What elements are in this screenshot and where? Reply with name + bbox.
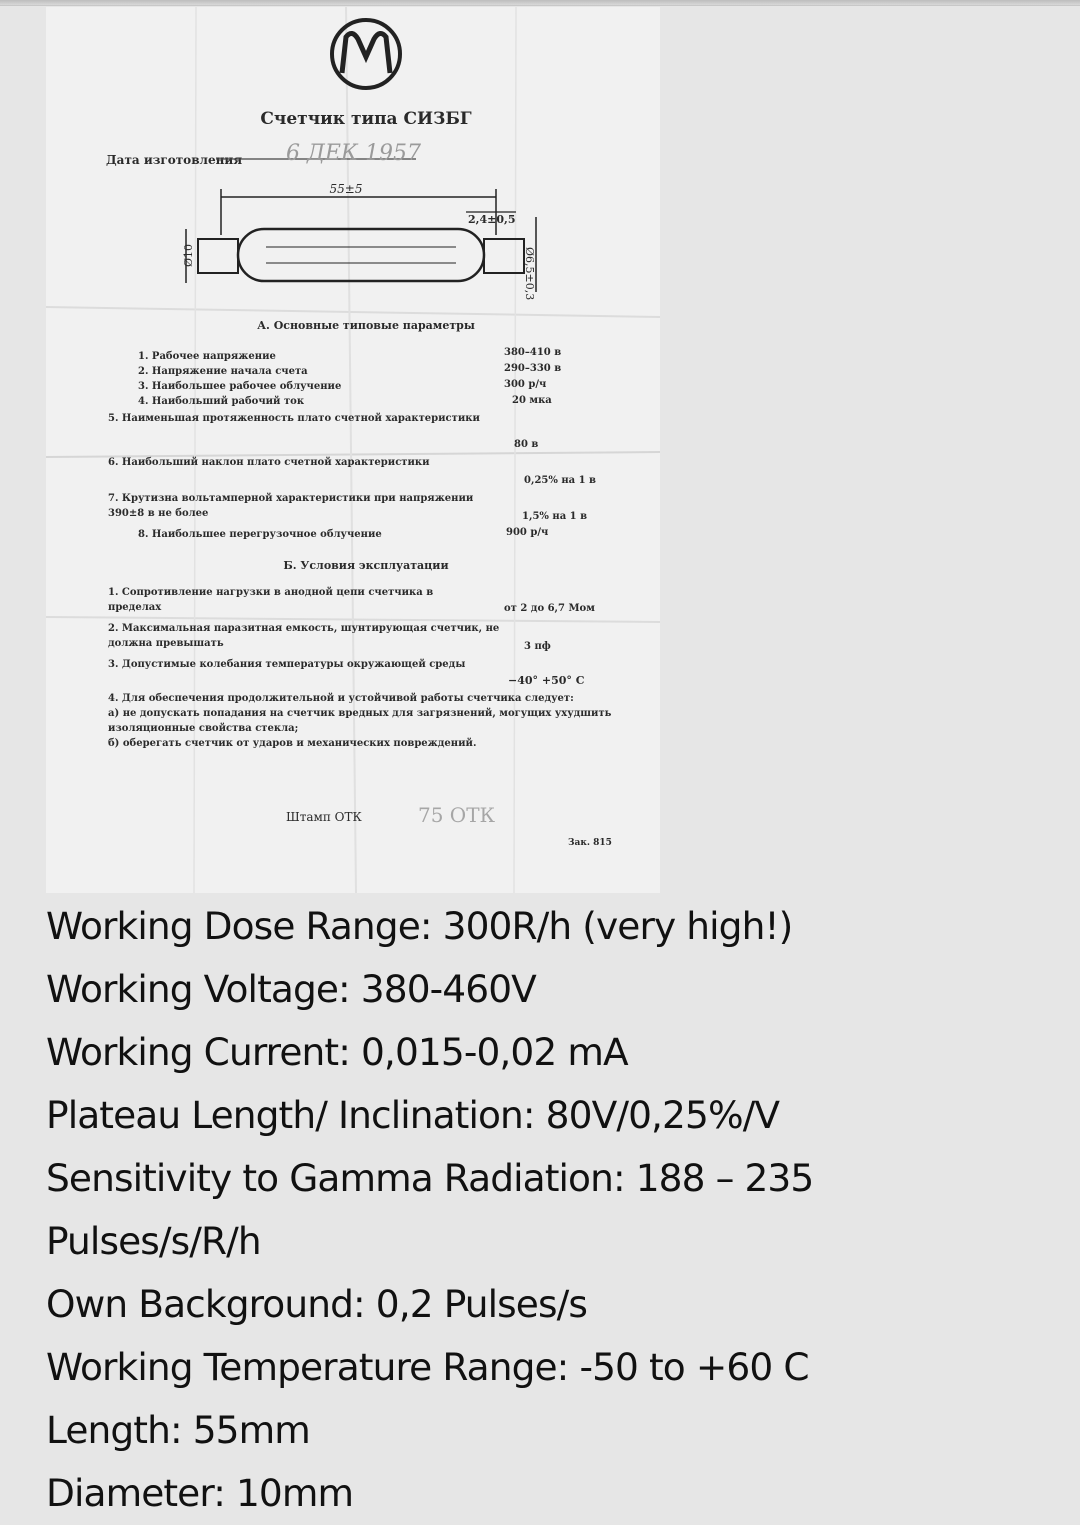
top-divider — [0, 0, 1080, 6]
param-label: 2. Напряжение начала счета — [138, 366, 308, 377]
datasheet-image — [46, 7, 660, 893]
param-label: 1. Рабочее напряжение — [138, 351, 276, 362]
condition-label: 1. Сопротивление нагрузки в анодной цепи счетчика в пределах — [108, 587, 434, 613]
param-value: 900 р/ч — [506, 527, 549, 538]
param-label: 4. Наибольший рабочий ток — [138, 396, 305, 407]
doc-date-value: 6 ДЕК 1957 — [286, 141, 421, 166]
spec-list — [46, 895, 1046, 1525]
section-b-heading: Б. Условия эксплуатации — [283, 559, 449, 572]
stamp-value: 75 ОТК — [418, 803, 496, 827]
footer-code: Зак. 815 — [568, 838, 612, 848]
condition-value: от 2 до 6,7 Мом — [504, 603, 595, 614]
param-value: 290–330 в — [504, 363, 562, 374]
spec-item-length: Length: 55mm — [46, 1408, 310, 1452]
dim-side: Ø6,5±0,3 — [523, 247, 536, 301]
condition-value: 3 пф — [524, 641, 551, 652]
spec-item-temperature: Working Temperature Range: -50 to +60 C — [46, 1345, 809, 1389]
spec-item-background: Own Background: 0,2 Pulses/s — [46, 1282, 587, 1326]
param-label: 8. Наибольшее перегрузочное облучение — [138, 529, 382, 540]
spec-item-dose-range: Working Dose Range: 300R/h (very high!) — [46, 904, 793, 948]
doc-date-label: Дата изготовления — [106, 153, 243, 167]
note-b: б) оберегать счетчик от ударов и механических повреждений. — [108, 738, 477, 749]
param-value: 380–410 в — [504, 347, 562, 358]
spec-item-diameter: Diameter: 10mm — [46, 1471, 354, 1515]
param-value: 80 в — [514, 439, 539, 450]
condition-label: 3. Допустимые колебания температуры окружающей среды — [108, 659, 466, 670]
stamp-label: Штамп ОТК — [286, 810, 362, 824]
param-value: 300 р/ч — [504, 379, 547, 390]
dim-right: 2,4±0,5 — [468, 213, 516, 226]
doc-title: Счетчик типа СИЗБГ — [260, 109, 472, 129]
note-a: а) не допускать попадания на счетчик вредных для загрязнений, могущих ухудшить изоляционные свойства стекла; — [108, 708, 612, 734]
param-value: 20 мка — [512, 395, 552, 406]
note-4: 4. Для обеспечения продолжительной и устойчивой работы счетчика следует: — [108, 693, 574, 704]
section-a-heading: А. Основные типовые параметры — [257, 319, 475, 332]
spec-item-plateau: Plateau Length/ Inclination: 80V/0,25%/V — [46, 1093, 780, 1137]
condition-value: −40° +50° С — [508, 674, 585, 687]
condition-label: 2. Максимальная паразитная емкость, шунтирующая счетчик, не должна превышать — [108, 623, 500, 649]
dim-length: 55±5 — [329, 182, 363, 196]
param-label: 7. Крутизна вольтамперной характеристики при напряжении 390±8 в не более — [108, 493, 474, 519]
dim-left: Ø10 — [182, 243, 195, 267]
datasheet-scan — [46, 7, 660, 893]
param-value: 0,25% на 1 в — [524, 475, 597, 486]
spec-item-voltage: Working Voltage: 380-460V — [46, 967, 536, 1011]
param-label: 6. Наибольший наклон плато счетной характеристики — [108, 457, 430, 468]
param-value: 1,5% на 1 в — [522, 511, 588, 522]
param-label: 3. Наибольшее рабочее облучение — [138, 381, 342, 392]
param-label: 5. Наименьшая протяженность плато счетной характеристики — [108, 413, 480, 424]
spec-item-current: Working Current: 0,015-0,02 mA — [46, 1030, 628, 1074]
spec-item-sensitivity: Sensitivity to Gamma Radiation: 188 – 235 Pulses/s/R/h — [46, 1156, 814, 1263]
